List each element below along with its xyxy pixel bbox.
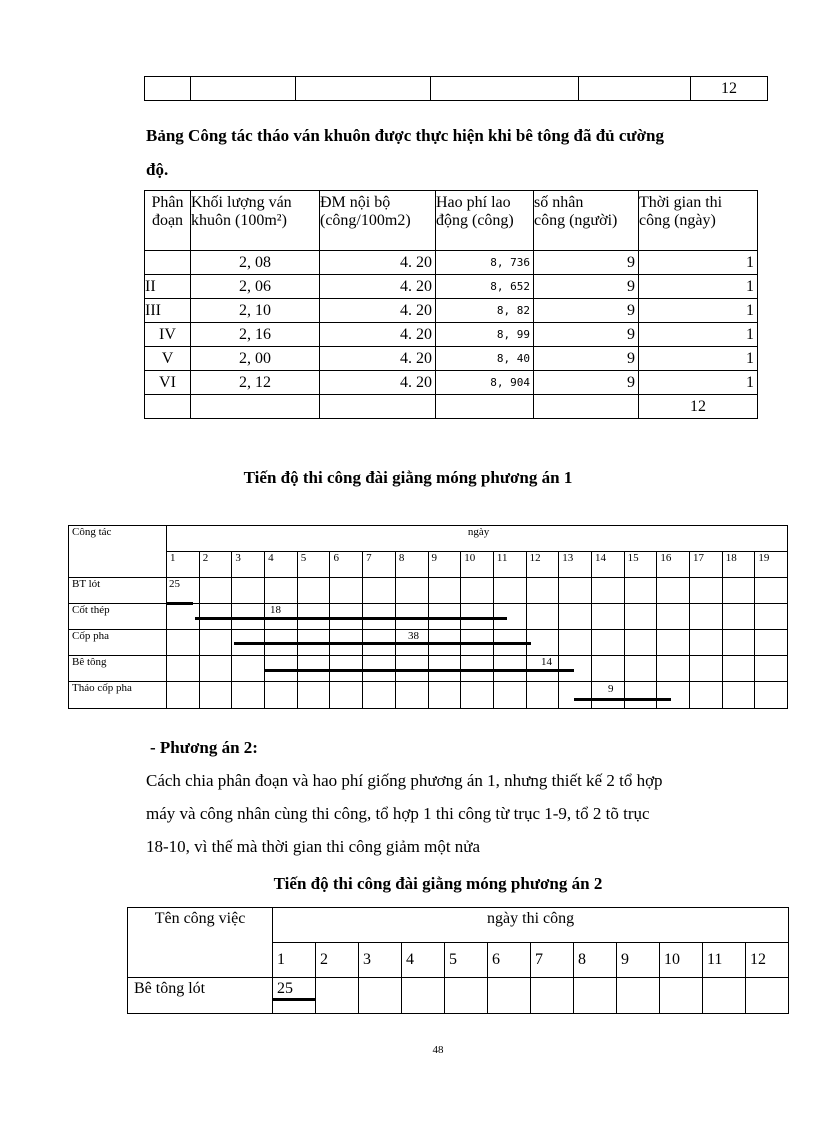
gantt1-days-header: ngày — [167, 526, 788, 552]
table1-total: 12 — [639, 395, 758, 419]
table-row: 2, 08 4. 20 8, 736 9 1 — [145, 251, 758, 275]
table1-title-line1: Bảng Công tác tháo ván khuôn được thực hiện khi bê tông đã đủ cường — [146, 126, 665, 145]
header-cell: Khối lượng ván khuôn (100m²) — [191, 191, 320, 251]
gantt1-bar-thao-cop-pha — [574, 698, 671, 701]
gantt-task-row: Cốt thép — [69, 604, 788, 630]
gantt-task-row: Bê tông — [69, 656, 788, 682]
gantt-task-row: Cốp pha — [69, 630, 788, 656]
gantt-task-row: Bê tông lót 25 — [128, 978, 789, 1014]
gantt1-bar-label: 14 — [541, 656, 552, 668]
gantt2-bar-label: 25 — [273, 978, 316, 1014]
header-cell: ĐM nội bộ (công/100m2) — [320, 191, 436, 251]
option2-heading: - Phương án 2: — [150, 738, 258, 757]
gantt2-title: Tiến độ thi công đài giằng móng phương án 2 — [273, 874, 603, 893]
top-partial-table — [144, 76, 768, 101]
gantt2-days-row: 1 2 3 4 5 6 7 8 9 10 11 12 — [128, 943, 789, 978]
gantt1-bar-be-tong — [264, 669, 574, 672]
gantt1-bar-label: 18 — [270, 604, 281, 616]
table-total-row — [145, 395, 758, 419]
gantt1-chart — [68, 525, 788, 708]
gantt-task-row: Tháo cốp pha — [69, 682, 788, 709]
gantt1-days-row: 1 2 3 4 5 6 7 8 9 10 11 12 13 14 15 16 17 18 19 — [69, 552, 788, 578]
gantt1-title: Tiến độ thi công đài giằng móng phương án 1 — [243, 468, 573, 487]
gantt2-chart — [127, 907, 788, 1013]
table-row: II 2, 06 4. 20 8, 652 9 1 — [145, 275, 758, 299]
top-table-total: 12 — [691, 77, 768, 101]
table1-title-line2: độ. — [146, 160, 169, 179]
gantt1-bar-cop-pha — [234, 642, 531, 645]
table-row: VI 2, 12 4. 20 8, 904 9 1 — [145, 371, 758, 395]
formwork-removal-table — [144, 190, 758, 419]
gantt2-days-header: ngày thi công — [273, 908, 789, 943]
gantt1-col-header: Công tác — [69, 526, 167, 578]
table-header-row — [145, 191, 758, 251]
header-cell: Phân đoạn — [145, 191, 191, 251]
gantt1-bar-label: 38 — [408, 630, 419, 642]
header-cell: Hao phí lao động (công) — [436, 191, 534, 251]
gantt2-col-header: Tên công việc — [128, 908, 273, 978]
header-cell: Thời gian thi công (ngày) — [639, 191, 758, 251]
option2-paragraph: Cách chia phân đoạn và hao phí giống phương án 1, nhưng thiết kế 2 tổ hợp máy và công nhân cùng thi công, tổ hợp 1 thi công từ trục 1-9, tổ 2 tõ trục 18-10, vì thế mà thời gian thi công giảm một nửa — [146, 771, 663, 856]
gantt1-bar-label: 9 — [608, 683, 614, 695]
gantt-task-row: BT lót — [69, 578, 788, 604]
table-row: III 2, 10 4. 20 8, 82 9 1 — [145, 299, 758, 323]
table-row: IV 2, 16 4. 20 8, 99 9 1 — [145, 323, 758, 347]
gantt1-bar-cot-thep — [195, 617, 507, 620]
gantt1-bar-bt-lot — [166, 602, 193, 605]
table-row: V 2, 00 4. 20 8, 40 9 1 — [145, 347, 758, 371]
gantt2-bar-be-tong-lot — [273, 998, 315, 1001]
header-cell: số nhân công (người) — [534, 191, 639, 251]
gantt1-bar-label: 25 — [169, 578, 180, 590]
page-number: 48 — [432, 1044, 444, 1056]
